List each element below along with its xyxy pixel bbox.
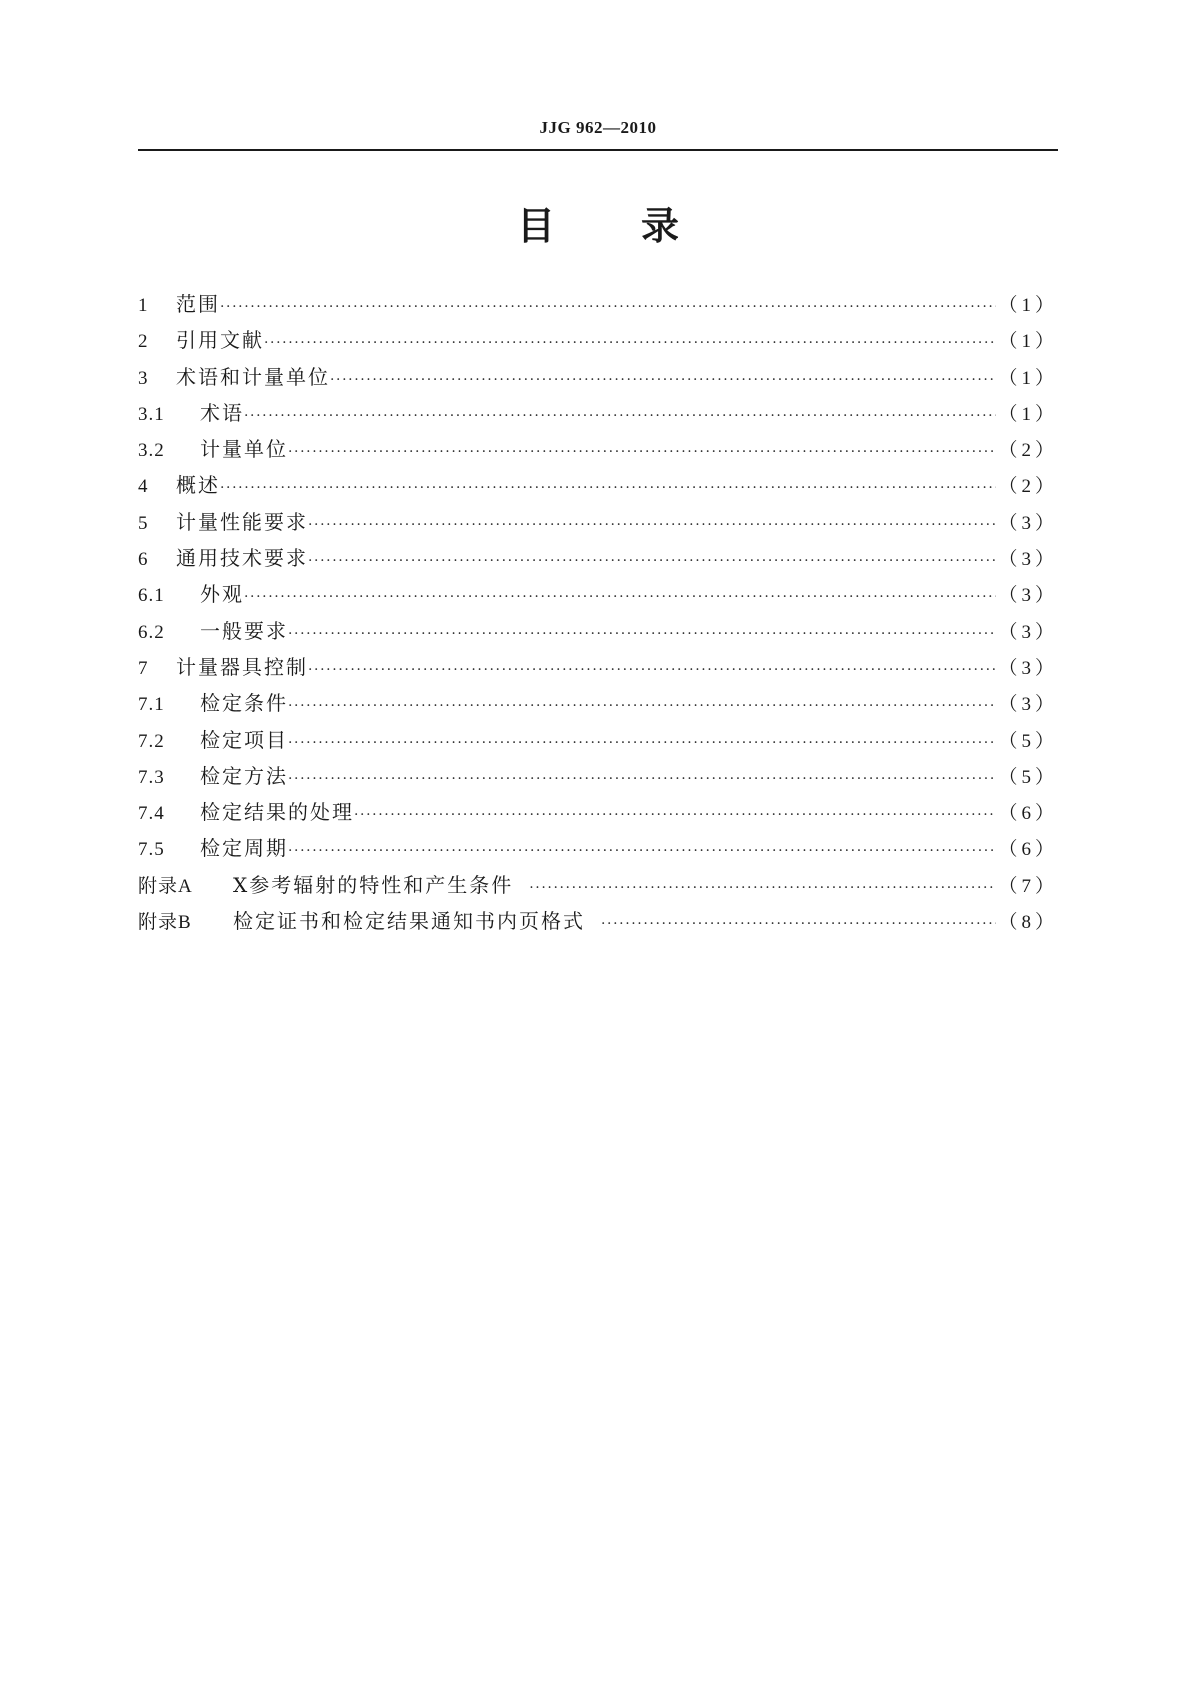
toc-entry-page: （6） bbox=[998, 839, 1058, 861]
toc-entry-number: 1 bbox=[138, 295, 149, 316]
toc-entry-label: 引用文献 bbox=[176, 328, 264, 353]
header-rule bbox=[138, 149, 1058, 151]
toc-entry-number: 7.4 bbox=[138, 803, 165, 825]
toc-entry-page: （8） bbox=[998, 912, 1058, 934]
toc-entry[interactable] bbox=[138, 397, 1058, 433]
toc-entry-label: 检定周期 bbox=[200, 836, 288, 861]
toc-entry-label: 检定结果的处理 bbox=[200, 800, 354, 825]
toc-entry-label: 一般要求 bbox=[200, 618, 288, 643]
toc-entry-number: 3.1 bbox=[138, 403, 165, 425]
toc-entry-label: 通用技术要求 bbox=[176, 546, 308, 571]
toc-leader-dots bbox=[288, 444, 996, 460]
toc-entry-label: 概述 bbox=[176, 473, 220, 498]
toc-entry[interactable] bbox=[138, 832, 1058, 868]
toc-entry-label: 计量性能要求 bbox=[176, 509, 308, 534]
toc-entry[interactable] bbox=[138, 615, 1058, 651]
toc-entry-page: （3） bbox=[998, 585, 1058, 607]
toc-leader-dots bbox=[288, 698, 996, 714]
toc-entry-page: （6） bbox=[998, 803, 1058, 825]
toc-entry-page: （2） bbox=[998, 440, 1058, 462]
toc-entry-page: （3） bbox=[998, 512, 1058, 534]
toc-entry-page: （5） bbox=[998, 766, 1058, 788]
table-of-contents bbox=[138, 288, 1058, 941]
toc-entry-number: 3.2 bbox=[138, 440, 165, 462]
document-code-header: JJG 962—2010 bbox=[539, 118, 657, 137]
toc-entry[interactable] bbox=[138, 324, 1058, 360]
toc-entry-number: 附录A bbox=[138, 875, 193, 897]
toc-entry-label: 检定方法 bbox=[200, 763, 288, 788]
toc-entry-number: 7.1 bbox=[138, 694, 165, 716]
toc-entry-number: 6.1 bbox=[138, 585, 165, 607]
title-char-right: 录 bbox=[641, 204, 680, 248]
toc-leader-dots bbox=[244, 408, 996, 424]
toc-entry[interactable] bbox=[138, 506, 1058, 542]
toc-entry-page: （5） bbox=[998, 730, 1058, 752]
toc-leader-dots bbox=[288, 771, 996, 787]
toc-leader-dots bbox=[354, 807, 996, 823]
toc-entry-page: （3） bbox=[998, 694, 1058, 716]
toc-leader-dots bbox=[288, 843, 996, 859]
toc-entry[interactable] bbox=[138, 542, 1058, 578]
toc-entry[interactable] bbox=[138, 433, 1058, 469]
toc-entry[interactable] bbox=[138, 288, 1058, 324]
title-char-left: 目 bbox=[516, 204, 555, 248]
toc-entry-page: （1） bbox=[998, 331, 1058, 353]
toc-entry-appendix-b[interactable] bbox=[138, 905, 1058, 941]
toc-entry-number: 2 bbox=[138, 331, 149, 353]
toc-leader-dots bbox=[601, 916, 996, 932]
toc-entry-label: 检定证书和检定结果通知书内页格式 bbox=[233, 909, 585, 934]
toc-entry-page: （1） bbox=[998, 403, 1058, 425]
toc-entry-number: 4 bbox=[138, 476, 149, 498]
toc-entry-label: X参考辐射的特性和产生条件 bbox=[233, 872, 514, 897]
toc-entry-number: 5 bbox=[138, 512, 149, 534]
toc-entry-appendix-a[interactable] bbox=[138, 869, 1058, 905]
toc-entry-page: （1） bbox=[998, 295, 1058, 316]
toc-entry-page: （3） bbox=[998, 657, 1058, 679]
toc-leader-dots bbox=[330, 372, 996, 388]
toc-entry-page: （1） bbox=[998, 367, 1058, 389]
toc-entry[interactable] bbox=[138, 361, 1058, 397]
toc-entry[interactable] bbox=[138, 651, 1058, 687]
toc-entry[interactable] bbox=[138, 687, 1058, 723]
toc-entry[interactable] bbox=[138, 796, 1058, 832]
toc-entry-page: （2） bbox=[998, 476, 1058, 498]
toc-entry-number: 7.2 bbox=[138, 730, 165, 752]
toc-entry-number: 6 bbox=[138, 549, 149, 571]
toc-entry-number: 6.2 bbox=[138, 621, 165, 643]
toc-entry-number: 7.3 bbox=[138, 766, 165, 788]
toc-entry-number: 3 bbox=[138, 367, 149, 389]
toc-leader-dots bbox=[220, 299, 996, 315]
toc-entry-label: 计量单位 bbox=[200, 437, 288, 462]
toc-leader-dots bbox=[288, 735, 996, 751]
page-title bbox=[138, 200, 1058, 252]
toc-entry-label: 计量器具控制 bbox=[176, 654, 308, 679]
toc-leader-dots bbox=[288, 626, 996, 642]
toc-entry-label: 检定项目 bbox=[200, 727, 288, 752]
toc-entry[interactable] bbox=[138, 469, 1058, 505]
toc-entry-page: （3） bbox=[998, 621, 1058, 643]
toc-entry-number: 7 bbox=[138, 657, 149, 679]
toc-entry-number: 7.5 bbox=[138, 839, 165, 861]
toc-leader-dots bbox=[308, 662, 996, 678]
toc-entry-number: 附录B bbox=[138, 912, 192, 934]
toc-entry-label: 范围 bbox=[176, 292, 220, 316]
toc-leader-dots bbox=[308, 553, 996, 569]
toc-entry[interactable] bbox=[138, 760, 1058, 796]
toc-entry[interactable] bbox=[138, 724, 1058, 760]
toc-entry[interactable] bbox=[138, 578, 1058, 614]
toc-entry-page: （3） bbox=[998, 549, 1058, 571]
toc-entry-label: 术语和计量单位 bbox=[176, 364, 330, 389]
toc-leader-dots bbox=[264, 335, 996, 351]
toc-entry-label: 检定条件 bbox=[200, 691, 288, 716]
toc-entry-label: 外观 bbox=[200, 582, 244, 607]
toc-entry-label: 术语 bbox=[200, 400, 244, 425]
toc-leader-dots bbox=[308, 517, 996, 533]
toc-entry-page: （7） bbox=[998, 875, 1058, 897]
toc-leader-dots bbox=[244, 589, 996, 605]
toc-leader-dots bbox=[220, 480, 996, 496]
toc-leader-dots bbox=[529, 880, 996, 896]
